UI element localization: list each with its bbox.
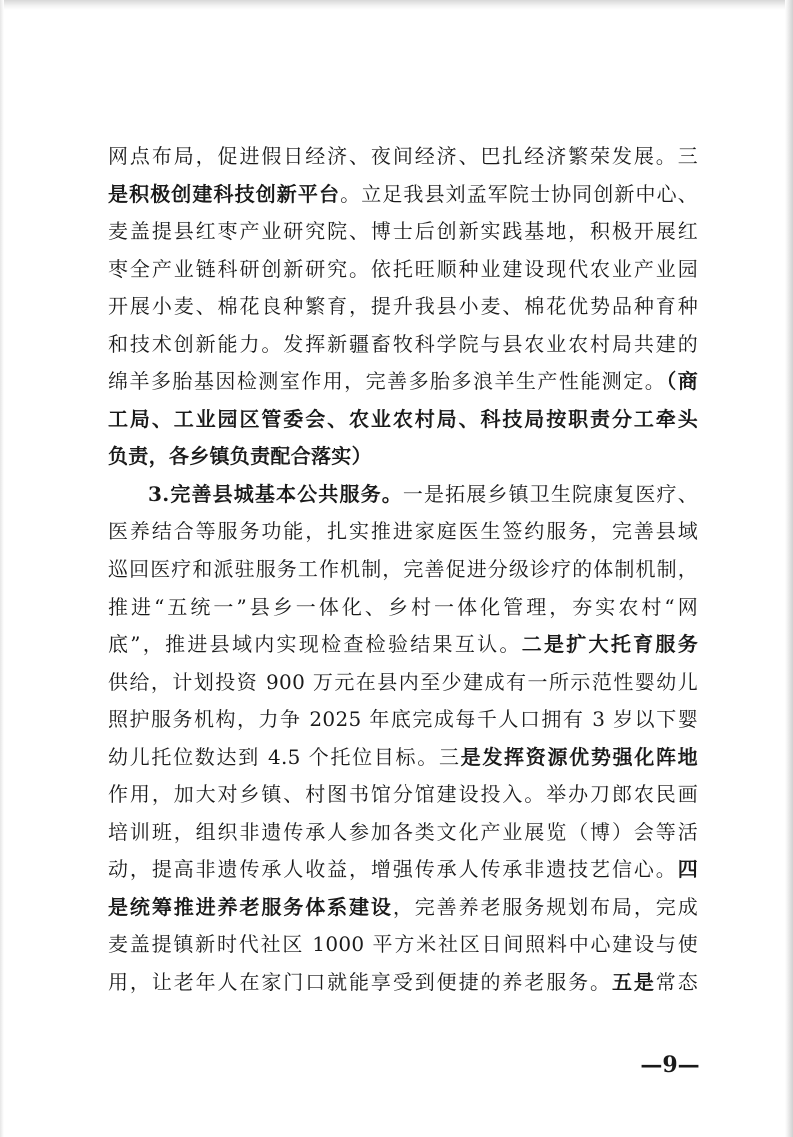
paragraph-public-services [108,476,698,1002]
text-line [108,739,698,777]
text-line [108,326,698,364]
text-run: 照护服务机构，力争 2025 年底完成每千人口拥有 3 岁以下婴 [108,707,698,732]
text-line [108,776,698,814]
text-run: 医养结合等服务功能，扎实推进家庭医生签约服务，完善县域 [108,519,698,544]
text-line [108,701,698,739]
section-heading: 3.完善县城基本公共服务。 [148,481,403,506]
bold-heading-run: 五是 [611,970,656,995]
text-line [108,926,698,964]
text-line [108,551,698,589]
text-line [108,363,698,401]
text-line [108,438,698,476]
bold-heading-run: 是积极创建科技创新平台 [108,181,341,206]
text-line [108,851,698,889]
text-run: 用，让老年人在家门口就能享受到便捷的养老服务。 [108,970,612,995]
text-run: 巡回医疗和派驻服务工作机制，完善促进分级诊疗的体制机制， [108,557,698,582]
text-line [108,213,698,251]
text-run: 网点布局，促进假日经济、夜间经济、巴扎经济繁荣发展。三 [108,144,698,168]
scan-shadow-left [0,0,4,1137]
text-line [108,288,698,326]
text-run: 麦盖提镇新时代社区 1000 平方米社区日间照料中心建设与使 [108,932,698,957]
text-run: 开展小麦、棉花良种繁育，提升我县小麦、棉花优势品种育种 [108,294,698,319]
bold-heading-run: 二是扩大托育服务 [521,632,698,657]
text-line [108,589,698,627]
text-run: 和技术创新能力。发挥新疆畜牧科学院与县农业农村局共建的 [108,331,698,356]
text-run: 一是拓展乡镇卫生院康复医疗、 [402,481,699,506]
bold-responsibility-run: 工局、工业园区管委会、农业农村局、科技局按职责分工牵头 [108,406,698,431]
bold-responsibility-run: 负责，各乡镇负责配合落实） [108,444,372,469]
text-line [108,814,698,852]
text-run: ，完善养老服务规划布局，完成 [392,894,699,919]
text-line [108,176,698,214]
document-body [108,138,698,1002]
text-line [108,251,698,289]
text-line [108,138,698,176]
text-run: 培训班，组织非遗传承人参加各类文化产业展览（博）会等活 [108,819,698,844]
text-run: 推进“五统一”县乡一体化、乡村一体化管理，夯实农村“网 [108,594,698,619]
text-run: 作用，加大对乡镇、村图书馆分馆建设投入。举办刀郎农民画 [108,782,698,807]
text-run: 底”，推进县域内实现检查检验结果互认。 [108,632,522,657]
text-line [108,626,698,664]
text-run: 麦盖提县红枣产业研究院、博士后创新实践基地，积极开展红 [108,219,698,244]
text-line [108,664,698,702]
bold-heading-run: 是统筹推进养老服务体系建设 [108,894,393,919]
page-number: —9— [640,1052,700,1078]
text-run: 幼儿托位数达到 4.5 个托位目标。三 [108,744,461,769]
bold-heading-run: 四 [677,857,698,882]
text-line [108,513,698,551]
text-run: 供给，计划投资 900 万元在县内至少建成有一所示范性婴幼儿 [108,669,698,694]
text-run: 。立足我县刘孟军院士协同创新中心、 [340,181,698,206]
scan-shadow-right [785,0,793,1137]
text-run: 动，提高非遗传承人收益，增强传承人传承非遗技艺信心。 [108,857,678,882]
text-line [108,889,698,927]
text-run: 绵羊多胎基因检测室作用，完善多胎多浪羊生产性能测定。 [108,369,667,394]
bold-responsibility-run: （商 [666,369,698,394]
text-line [108,964,698,1002]
text-line [108,476,698,514]
bold-heading-run: 是发挥资源优势强化阵地 [460,744,698,769]
text-line [108,401,698,439]
text-run: 常态 [655,970,698,995]
paragraph-tech-platform [108,138,698,476]
text-run: 枣全产业链科研创新研究。依托旺顺种业建设现代农业产业园 [108,256,698,281]
scan-shadow-top [0,0,793,10]
